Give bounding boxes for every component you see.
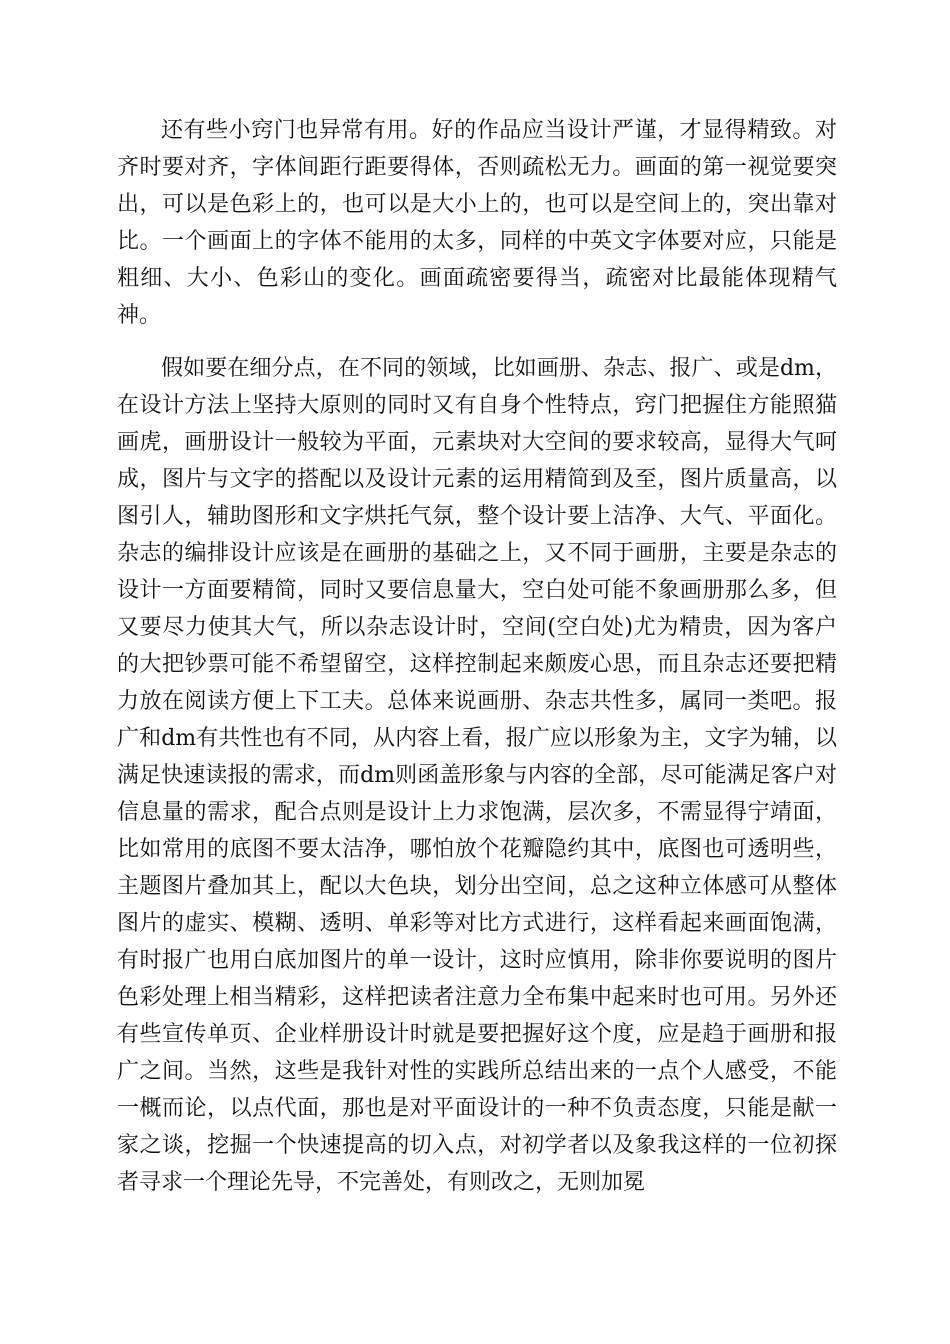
document-body [117,112,837,1201]
paragraph-1: 还有些小窍门也异常有用。好的作品应当设计严谨，才显得精致。对齐时要对齐，字体间距行距要得体，否则疏松无力。画面的第一视觉要突出，可以是色彩上的，也可以是大小上的，也可以是空间上的，突出靠对比。一个画面上的字体不能用的太多，同样的中英文字体要对应，只能是粗细、大小、色彩山的变化。画面疏密要得当，疏密对比最能体现精气神。 [117,118,837,328]
paragraph-2: 假如要在细分点，在不同的领域，比如画册、杂志、报广、或是dm，在设计方法上坚持大原则的同时又有自身个性特点，窍门把握住方能照猫画虎，画册设计一般较为平面，元素块对大空间的要求较高，显得大气呵成，图片与文字的搭配以及设计元素的运用精简到及至，图片质量高，以图引人，辅助图形和文字烘托气氛，整个设计要上洁净、大气、平面化。杂志的编排设计应该是在画册的基础之上，又不同于画册，主要是杂志的设计一方面要精简，同时又要信息量大，空白处可能不象画册那么多，但又要尽力使其大气，所以杂志设计时，空间(空白处)尤为精贵，因为客户的大把钞票可能不希望留空，这样控制起来颇废心思，而且杂志还要把精力放在阅读方便上下工夫。总体来说画册、杂志共性多，属同一类吧。报广和dm有共性也有不同，从内容上看，报广应以形象为主，文字为辅，以满足快速读报的需求，而dm则函盖形象与内容的全部，尽可能满足客户对信息量的需求，配合点则是设计上力求饱满，层次多，不需显得宁靖面，比如常用的底图不要太洁净，哪怕放个花瓣隐约其中，底图也可透明些，主题图片叠加其上，配以大色块，划分出空间，总之这种立体感可从整体图片的虚实、模糊、透明、单彩等对比方式进行，这样看起来画面饱满，有时报广也用白底加图片的单一设计，这时应慎用，除非你要说明的图片色彩处理上相当精彩，这样把读者注意力全布集中起来时也可用。另外还有些宣传单页、企业样册设计时就是要把握好这个度，应是趋于画册和报广之间。当然，这些是我针对性的实践所总结出来的一点个人感受，不能一概而论，以点代面，那也是对平面设计的一种不负责态度，只能是献一家之谈，挖掘一个快速提高的切入点，对初学者以及象我这样的一位初探者寻求一个理论先导，不完善处，有则改之，无则加冕 [117,356,837,1195]
